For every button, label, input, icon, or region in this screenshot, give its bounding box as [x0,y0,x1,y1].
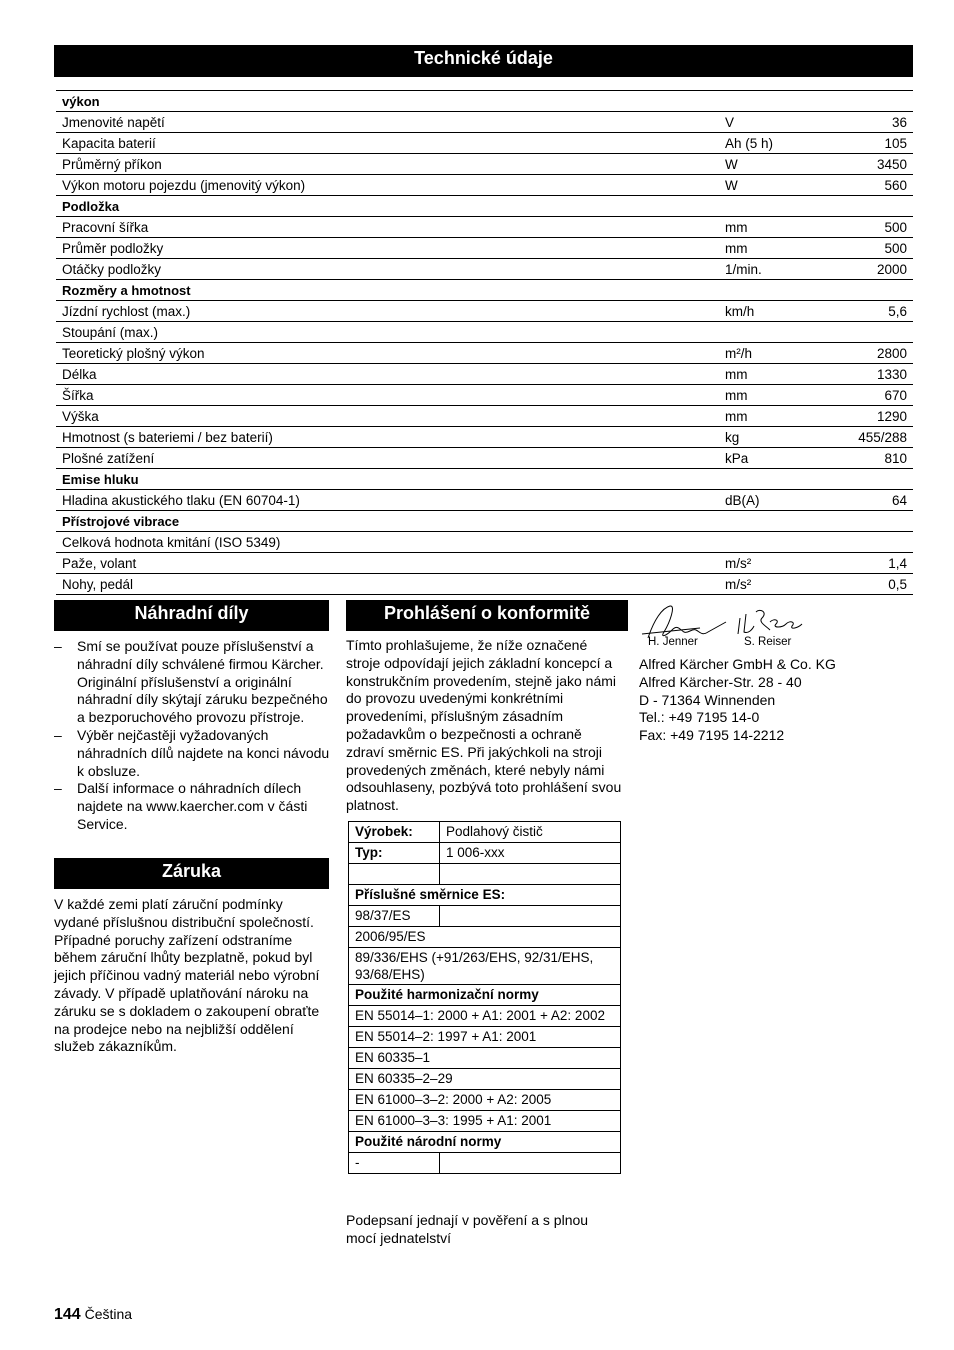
spec-unit: mm [719,406,831,427]
section-row [56,196,913,217]
spec-name: Průměrný příkon [56,154,719,175]
spec-unit: m/s² [719,574,831,595]
footer-language: Čeština [84,1306,133,1322]
spec-value: 2800 [831,343,913,364]
section-heading: Rozměry a hmotnost [56,280,913,301]
page-footer [54,1306,132,1324]
spec-value [831,532,913,553]
norm-cell: EN 60335–1 [349,1048,621,1069]
spec-value: 500 [831,217,913,238]
spec-unit: km/h [719,301,831,322]
technical-data-table [56,90,913,595]
spec-value [831,322,913,343]
spec-name: Nohy, pedál [56,574,719,595]
table-row [56,217,913,238]
norm-cell: EN 55014–1: 2000 + A1: 2001 + A2: 2002 [349,1006,621,1027]
spec-unit [719,322,831,343]
page-number: 144 [54,1306,81,1323]
spec-value: 2000 [831,259,913,280]
spec-value: 3450 [831,154,913,175]
spec-unit: mm [719,217,831,238]
spec-value: 105 [831,133,913,154]
type-label: Typ: [349,843,440,864]
table-row [349,864,621,885]
table-row [349,948,621,985]
norm-cell: EN 61000–3–3: 1995 + A1: 2001 [349,1111,621,1132]
spec-name: Průměr podložky [56,238,719,259]
spec-name: Jízdní rychlost (max.) [56,301,719,322]
spec-value: 670 [831,385,913,406]
table-row [56,364,913,385]
declaration-heading: Prohlášení o konformitě [346,600,628,631]
table-row [56,112,913,133]
spec-name: Délka [56,364,719,385]
warranty-text: V každé zemi platí záruční podmínky vydané příslušnou distribuční společností. Případné poruchy zařízení odstraníme během záruční lhůty bezplatně, pokud byl jejich příčinou vadný materiál nebo výrobní závady. V případě uplatňování nároku na záruku se s dokladem o zakoupení obraťte na prodejce nebo na nejbližší oddělení služeb zákazníkům. [54,896,320,1055]
table-row [56,406,913,427]
list-item [54,727,334,780]
spec-unit: V [719,112,831,133]
table-row [56,574,913,595]
spec-unit: W [719,154,831,175]
table-row [349,1006,621,1027]
spec-value: 1330 [831,364,913,385]
table-row [56,175,913,196]
spec-value: 5,6 [831,301,913,322]
table-row [349,822,621,843]
spec-unit: 1/min. [719,259,831,280]
spec-value: 455/288 [831,427,913,448]
section-heading: Přístrojové vibrace [56,511,913,532]
section-row [56,91,913,112]
list-item-text: Další informace o náhradních dílech najdete na www.kaercher.com v části Service. [77,780,308,832]
table-row [56,448,913,469]
table-row [349,927,621,948]
list-item-text: Smí se používat pouze příslušenství a náhradní díly schválené firmou Kärcher. Originální příslušenství a originální náhradní díly skýtají záruku bezpečného a bezporuchového provozu přístroje. [77,638,328,726]
spec-unit: m/s² [719,553,831,574]
address-line: Alfred Kärcher-Str. 28 - 40 [639,673,802,690]
company-address [639,656,909,745]
spec-value: 500 [831,238,913,259]
table-row [349,1027,621,1048]
spec-name: Teoretický plošný výkon [56,343,719,364]
spec-name: Šířka [56,385,719,406]
table-row [349,985,621,1006]
spec-unit [719,532,831,553]
product-label: Výrobek: [349,822,440,843]
norm-cell: EN 60335–2–29 [349,1069,621,1090]
bullet: – [54,638,62,654]
table-row [56,532,913,553]
table-row [56,301,913,322]
spec-unit: dB(A) [719,490,831,511]
table-row [56,259,913,280]
spec-unit: Ah (5 h) [719,133,831,154]
spec-value: 64 [831,490,913,511]
empty-cell [440,1153,621,1174]
spec-value: 1,4 [831,553,913,574]
spec-name: Stoupání (max.) [56,322,719,343]
table-row [349,1132,621,1153]
section-row [56,511,913,532]
section-heading: Emise hluku [56,469,913,490]
table-row [56,427,913,448]
spec-unit: mm [719,364,831,385]
table-row [56,553,913,574]
list-item-text: Výběr nejčastěji vyžadovaných náhradních dílů najdete na konci návodu k obsluze. [77,726,330,779]
national-heading: Použité národní normy [349,1132,621,1153]
spec-value: 0,5 [831,574,913,595]
spec-name: Plošné zatížení [56,448,719,469]
signature-jenner [642,606,726,638]
table-row [56,385,913,406]
spec-value: 810 [831,448,913,469]
directives-heading: Příslušné směrnice ES: [349,885,621,906]
signer-2-name: S. Reiser [744,636,792,648]
page-title: Technické údaje [54,45,913,77]
spec-name: Výška [56,406,719,427]
spec-name: Celková hodnota kmitání (ISO 5349) [56,532,719,553]
table-row [56,343,913,364]
table-row [56,490,913,511]
empty-cell [440,906,621,927]
spec-unit: W [719,175,831,196]
empty-cell [349,864,440,885]
directive-cell: 89/336/EHS (+91/263/EHS, 92/31/EHS, 93/68/EHS) [349,948,621,985]
spec-unit: mm [719,238,831,259]
norm-cell: EN 61000–3–2: 2000 + A2: 2005 [349,1090,621,1111]
spec-name: Hmotnost (s bateriemi / bez baterií) [56,427,719,448]
harmonized-heading: Použité harmonizační normy [349,985,621,1006]
type-value: 1 006-xxx [440,843,621,864]
list-item [54,780,334,833]
signature-reiser [738,610,802,634]
spare-parts-list [54,638,334,834]
norm-cell: EN 55014–2: 1997 + A1: 2001 [349,1027,621,1048]
section-row [56,280,913,301]
table-row [349,1153,621,1174]
table-row [349,1048,621,1069]
spec-unit: kPa [719,448,831,469]
table-row [349,1069,621,1090]
table-row [56,133,913,154]
directive-cell: 2006/95/ES [349,927,621,948]
table-row [56,322,913,343]
spec-unit: kg [719,427,831,448]
spec-name: Kapacita baterií [56,133,719,154]
product-value: Podlahový čistič [440,822,621,843]
spec-name: Otáčky podložky [56,259,719,280]
address-line: Tel.: +49 7195 14-0 [639,709,760,726]
spec-name: Jmenovité napětí [56,112,719,133]
spec-value: 1290 [831,406,913,427]
conformity-table [348,821,621,1174]
table-row [349,1090,621,1111]
address-line: Fax: +49 7195 14-2212 [639,727,785,744]
table-row [56,154,913,175]
section-row [56,469,913,490]
table-row [349,906,621,927]
declaration-text: Tímto prohlašujeme, že níže označené stroje odpovídají jejich základní koncepcí a konstrukčním provedením, stejně jako námi do provozu uvedenými konkrétními provedeními, příslušným zásadním požadavkům o bezpečnosti a ochraně zdraví směrnic ES. Při jakýchkoli na stroji provedených změnách, které nebyly námi odsouhlaseny, pozbývá toto prohlášení svou platnost. [346,637,622,814]
spec-name: Výkon motoru pojezdu (jmenovitý výkon) [56,175,719,196]
spec-value: 36 [831,112,913,133]
spec-unit: m²/h [719,343,831,364]
table-row [349,843,621,864]
spec-name: Hladina akustického tlaku (EN 60704-1) [56,490,719,511]
spec-unit: mm [719,385,831,406]
address-line: D - 71364 Winnenden [639,691,776,708]
section-heading: výkon [56,91,913,112]
address-line: Alfred Kärcher GmbH & Co. KG [639,656,836,672]
warranty-heading: Záruka [54,858,329,889]
directive-cell: 98/37/ES [349,906,440,927]
table-row [349,1111,621,1132]
bullet: – [54,780,62,797]
spec-value: 560 [831,175,913,196]
spec-name: Paže, volant [56,553,719,574]
table-row [56,238,913,259]
signed-note: Podepsaní jednají v pověření a s plnou mocí jednatelství [346,1212,589,1246]
list-item [54,638,334,727]
section-heading: Podložka [56,196,913,217]
signer-1-name: H. Jenner [648,636,698,648]
bullet: – [54,726,62,743]
table-row [349,885,621,906]
empty-cell [440,864,621,885]
spec-name: Pracovní šířka [56,217,719,238]
national-value: - [349,1153,440,1174]
spare-parts-heading: Náhradní díly [54,600,329,631]
